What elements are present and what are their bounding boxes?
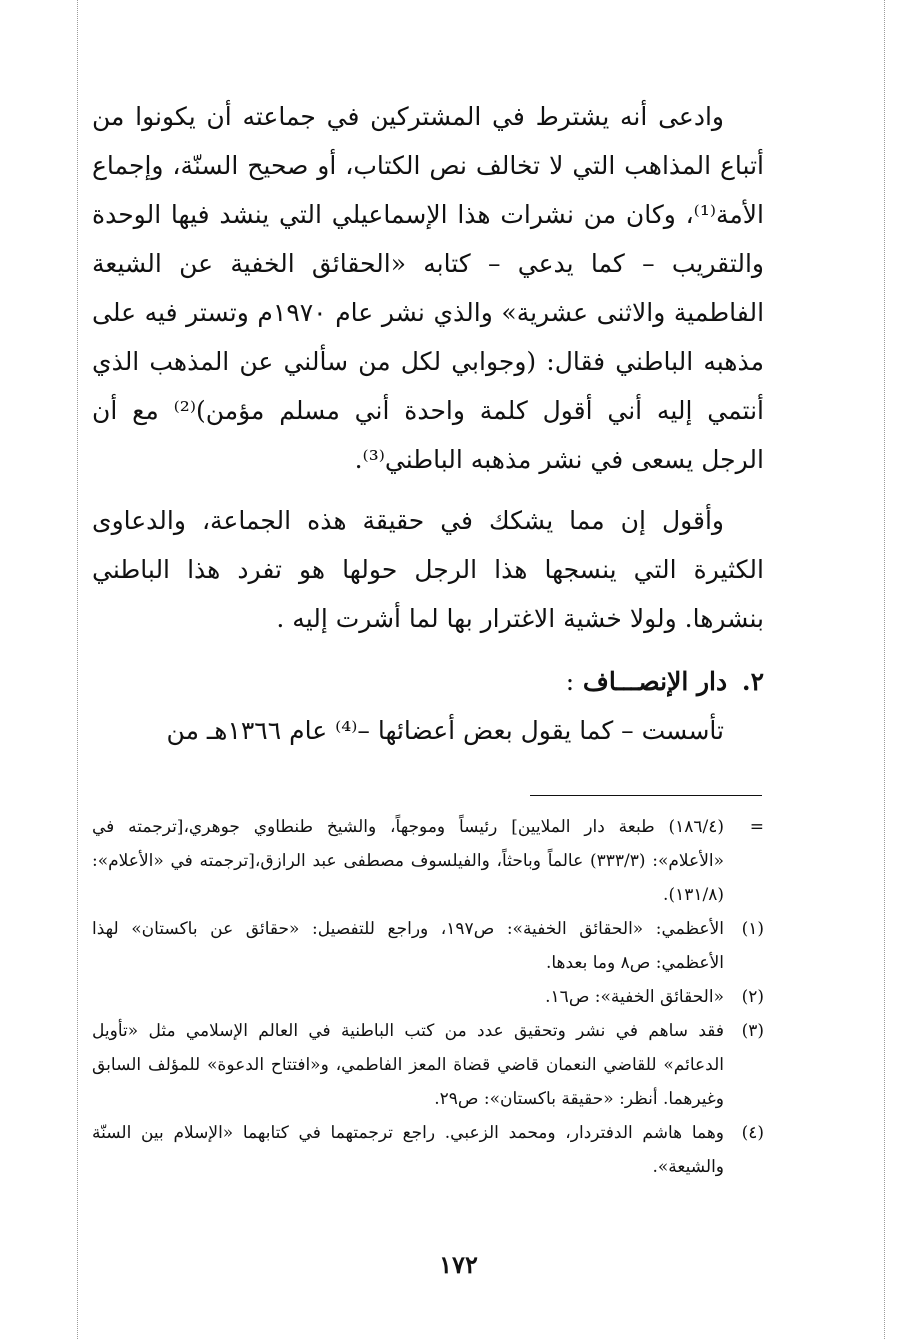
paragraph: وأقول إن مما يشكك في حقيقة هذه الجماعة، والدعاوى الكثيرة التي ينسجها هذا الرجل حولها هو تفرد هذا الباطني بنشرها. ولولا خشية الاغترار بها لما أشرت إليه . xyxy=(92,506,764,633)
footnote-text: (١٨٦/٤) طبعة دار الملايين] رئيساً وموجهاً، والشيخ طنطاوي جوهري،[ترجمته في «الأعلام»: (٣٣٣/٣) عالماً وباحثاً، والفيلسوف مصطفى عبد الرازق،[ترجمته في «الأعلام»: (١٣١/٨). xyxy=(92,817,725,905)
section-title: دار الإنصـــاف xyxy=(582,667,728,696)
section-number: ٢. xyxy=(741,667,764,696)
footnote-separator xyxy=(530,795,762,796)
margin-dots-left xyxy=(77,0,78,1339)
paragraph: تأسست – كما يقول بعض أعضائها –⁽⁴⁾ عام ١٣٦٦هـ من xyxy=(166,716,724,745)
footnote-text: «الحقائق الخفية»: ص١٦. xyxy=(545,987,724,1007)
page-number: ١٧٢ xyxy=(439,1250,478,1279)
footnote-mark: = xyxy=(749,817,764,837)
footnote-text: فقد ساهم في نشر وتحقيق عدد من كتب الباطنية في العالم الإسلامي مثل «تأويل الدعائم» للقاضي النعمان قاضي قضاة المعز الفاطمي، و«افتتاح الدعوة» للمؤلف السابق وغيرهما. أنظر: «حقيقة باكستان»: ص٢٩. xyxy=(92,1021,724,1109)
footnote-mark: (٣) xyxy=(741,1021,764,1041)
main-text xyxy=(92,92,764,755)
footnote xyxy=(92,912,764,980)
paragraph: وادعى أنه يشترط في المشتركين في جماعته أن يكونوا من أتباع المذاهب التي لا تخالف نص الكتاب، أو صحيح السنّة، وإجماع الأمة⁽¹⁾، وكان من نشرات هذا الإسماعيلي التي ينشد فيها الوحدة والتقريب – كما يدعي – كتابه «الحقائق الخفية عن الشيعة الفاطمية والاثنى عشرية» والذي نشر عام ١٩٧٠م وتستر فيه على مذهبه الباطني فقال: (وجوابي لكل من سألني عن المذهب الذي أنتمي إليه أني أقول كلمة واحدة أني مسلم مؤمن)⁽²⁾ مع أن الرجل يسعى في نشر مذهبه الباطني⁽³⁾. xyxy=(92,102,764,474)
section-colon: : xyxy=(565,667,575,696)
section-heading xyxy=(92,657,764,706)
footnote xyxy=(92,810,764,912)
footnote xyxy=(92,980,764,1014)
footnote xyxy=(92,1014,764,1116)
footnote-text: وهما هاشم الدفتردار، ومحمد الزعبي. راجع ترجمتهما في كتابهما «الإسلام بين السنّة والشيعة». xyxy=(92,1123,724,1177)
footnote-mark: (٤) xyxy=(741,1123,764,1143)
footnote-mark: (١) xyxy=(741,919,764,939)
footnote-mark: (٢) xyxy=(741,987,764,1007)
footnotes xyxy=(92,810,764,1184)
footnote xyxy=(92,1116,764,1184)
footnote-text: الأعظمي: «الحقائق الخفية»: ص١٩٧، وراجع للتفصيل: «حقائق عن باكستان» لهذا الأعظمي: ص٨ وما بعدها. xyxy=(92,919,724,973)
margin-dots-right xyxy=(884,0,885,1339)
